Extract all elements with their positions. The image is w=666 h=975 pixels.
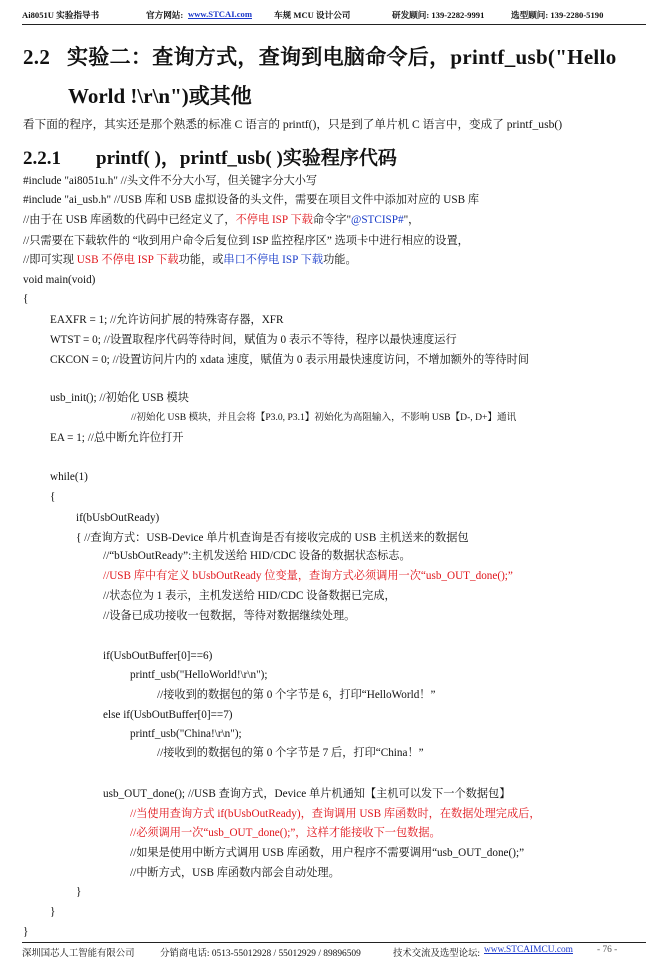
code-include-ai8051u: #include "ai8051u.h" //头文件不分大小写，但关键字分大小写 <box>23 175 318 187</box>
page-header <box>22 9 646 23</box>
code-highlight-blue: 串口不停电 ISP 下载 <box>223 254 324 266</box>
page-footer <box>22 945 646 959</box>
code-text: //由于在 USB 库函数的代码中已经定义了， <box>23 214 236 226</box>
footer-phone: 分销商电话: 0513-55012928 / 55012929 / 89896509 <box>160 949 361 959</box>
code-highlight-red: USB 不停电 ISP 下载 <box>76 254 179 266</box>
code-include-ai-usb: #include "ai_usb.h" //USB 库和 USB 虚拟设备的头文件，需要在项目文件中添加对应的 USB 库 <box>23 194 480 206</box>
code-comment-auto: //中断方式，USB 库函数内部会自动处理。 <box>130 867 340 879</box>
company-slogan: 车规 MCU 设计公司 <box>274 10 351 20</box>
code-usb-init-note: //初始化 USB 模块，并且会将【P3.0, P3.1】初始化为高阻输入，不影响 USB【D-, D+】通讯 <box>131 412 517 423</box>
code-comment-china: //接收到的数据包的第 0 个字节是 7 后，打印“China！” <box>157 747 424 759</box>
code-if-6: if(UsbOutBuffer[0]==6) <box>103 650 213 662</box>
code-brace: { <box>23 293 29 305</box>
code-comment-download-setting: //只需要在下载软件的 “收到用户命令后复位到 ISP 监控程序区” 选项卡中进行相应的设置， <box>23 235 469 247</box>
code-comment-must-call: //必须调用一次“usb_OUT_done();”，这样才能接收下一包数据。 <box>130 827 441 839</box>
subsection-number: 2.2.1 <box>23 148 61 169</box>
header-divider <box>22 24 646 25</box>
selection-consultant-phone: 选型顾问: 139-2280-5190 <box>511 10 604 20</box>
code-printf-china: printf_usb("China!\r\n"); <box>130 728 242 740</box>
code-comment-received: //设备已成功接收一包数据，等待对数据继续处理。 <box>103 610 356 622</box>
footer-forum-link[interactable]: www.STCAIMCU.com <box>484 945 573 955</box>
code-text: //即可实现 <box>23 254 77 266</box>
footer-divider <box>22 942 646 943</box>
subsection-title: printf( )，printf_usb( )实验程序代码 <box>96 148 397 169</box>
code-text: 功能。 <box>323 254 357 266</box>
footer-company: 深圳国芯人工智能有限公司 <box>22 949 135 959</box>
code-brace: } <box>50 906 56 918</box>
code-text: 命令字" <box>312 214 352 226</box>
code-comment-required: //USB 库中有定义 bUsbOutReady 位变量，查询方式必须调用一次“usb_OUT_done();” <box>103 570 513 582</box>
code-brace: { <box>50 491 56 503</box>
code-printf-hello: printf_usb("HelloWorld!\r\n"); <box>130 669 268 681</box>
code-wtst: WTST = 0; //设置取程序代码等待时间，赋值为 0 表示不等待，程序以最快速度运行 <box>50 334 457 346</box>
code-comment-hello: //接收到的数据包的第 0 个字节是 6，打印“HelloWorld！” <box>157 689 436 701</box>
code-comment-isp-function <box>23 253 357 267</box>
website-label: 官方网站: <box>146 10 184 20</box>
code-usb-out-done: usb_OUT_done(); //USB 查询方式，Device 单片机通知【主机可以发下一个数据包】 <box>103 788 511 800</box>
code-brace: } <box>23 926 29 938</box>
code-usb-init: usb_init(); //初始化 USB 模块 <box>50 392 189 404</box>
code-if-ready: if(bUsbOutReady) <box>76 512 160 524</box>
code-ea: EA = 1; //总中断允许位打开 <box>50 432 184 444</box>
rd-consultant-phone: 研发顾问: 139-2282-9991 <box>392 10 485 20</box>
website-link[interactable]: www.STCAI.com <box>188 9 252 19</box>
code-highlight-red: 不停电 ISP 下载 <box>235 214 313 226</box>
intro-paragraph: 看下面的程序，其实还是那个熟悉的标准 C 语言的 printf()，只是到了单片机 C 语言中，变成了 printf_usb() <box>23 118 563 131</box>
page-number: - 76 - <box>597 945 618 955</box>
subsection-heading <box>23 143 397 170</box>
section-number: 2.2 <box>23 45 51 69</box>
book-title: Ai8051U 实验指导书 <box>22 10 100 20</box>
code-comment-isp-command <box>23 213 419 227</box>
code-while: while(1) <box>50 471 88 483</box>
code-eaxfr: EAXFR = 1; //允许访问扩展的特殊寄存器，XFR <box>50 314 284 326</box>
code-main-signature: void main(void) <box>23 274 96 286</box>
code-text: 功能，或 <box>178 254 224 266</box>
code-else-if-7: else if(UsbOutBuffer[0]==7) <box>103 709 233 721</box>
code-comment-query-mode: //当使用查询方式 if(bUsbOutReady)，查询调用 USB 库函数时，在数据处理完成后， <box>130 808 541 820</box>
footer-forum-label: 技术交流及选型论坛: <box>393 949 480 959</box>
code-highlight-blue: @STCISP# <box>351 214 404 226</box>
code-comment-interrupt: //如果是使用中断方式调用 USB 库函数，用户程序不需要调用“usb_OUT_done();” <box>130 847 525 859</box>
code-comment-flag: //“bUsbOutReady”:主机发送给 HID/CDC 设备的数据状态标志。 <box>103 550 411 562</box>
code-text: "， <box>403 214 420 226</box>
section-title-line1: 实验二：查询方式，查询到电脑命令后，printf_usb("Hello <box>67 45 617 69</box>
code-ckcon: CKCON = 0; //设置访问片内的 xdata 速度，赋值为 0 表示用最快速度访问，不增加额外的等待时间 <box>50 354 529 366</box>
code-comment-status: //状态位为 1 表示，主机发送给 HID/CDC 设备数据已完成， <box>103 590 396 602</box>
code-query-comment: { //查询方式：USB-Device 单片机查询是否有接收完成的 USB 主机送来的数据包 <box>76 532 469 544</box>
code-brace: } <box>76 886 82 898</box>
section-heading <box>23 41 617 71</box>
section-title-line2: World !\r\n")或其他 <box>68 84 252 108</box>
